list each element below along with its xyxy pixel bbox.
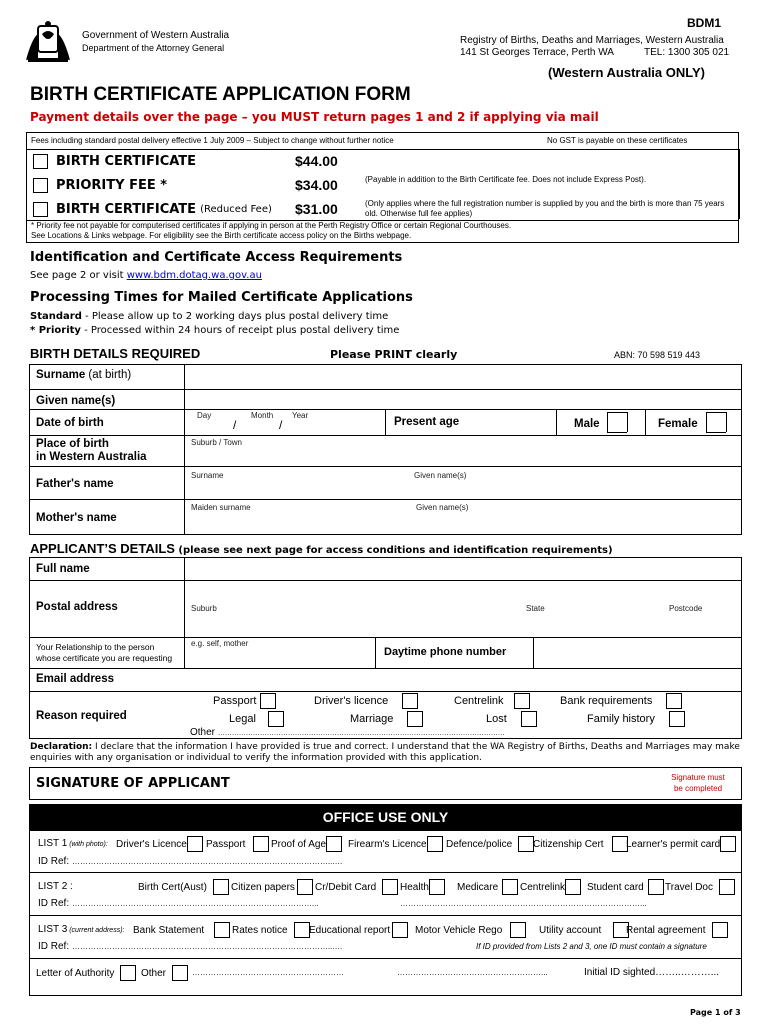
day-hint: Day	[197, 411, 212, 420]
postcode-hint: Postcode	[669, 604, 703, 613]
list1-label: LIST 1 (with photo):	[38, 838, 108, 849]
present-age-input[interactable]	[490, 410, 556, 435]
reason-bank[interactable]: Bank requirements	[560, 693, 682, 709]
ident-text: See page 2 or visit www.bdm.dotag.wa.gov.au	[30, 270, 262, 281]
mother-given-hint: Given name(s)	[416, 503, 469, 512]
list2-label: LIST 2 :	[38, 881, 73, 892]
ident-heading: Identification and Certificate Access Requirements	[30, 250, 403, 265]
page-number: Page 1 of 3	[690, 1008, 741, 1017]
id-checkbox[interactable]	[427, 836, 443, 852]
suburb-town-hint: Suburb / Town	[191, 438, 242, 447]
signature-label: SIGNATURE OF APPLICANT	[36, 776, 230, 791]
birth-table	[29, 364, 742, 535]
reason-marriage[interactable]: Marriage	[350, 711, 423, 727]
reason-drivers-licence[interactable]: Driver's licence	[314, 693, 418, 709]
id-checkbox[interactable]	[382, 879, 398, 895]
list1-citizenship-cert[interactable]: Citizenship Cert	[533, 836, 628, 852]
list2-centrelink[interactable]: Centrelink	[520, 879, 581, 895]
id-checkbox[interactable]	[187, 836, 203, 852]
authority-other[interactable]: Other	[141, 965, 188, 981]
fee-reduced[interactable]	[33, 202, 272, 217]
list1-learners-permit[interactable]: Learner's permit card	[626, 836, 736, 852]
fee-checkbox[interactable]	[33, 178, 48, 193]
crest-logo	[22, 20, 74, 68]
list2-id-ref[interactable]: ID Ref: ………………………………………………………………………………...	[38, 898, 319, 909]
authority-dots-1[interactable]: …………………………………………………	[192, 968, 344, 977]
declaration: Declaration: I declare that the information I have provided is true and correct. I understand that the WA Registry of Births, Deaths and Marriages may make enquiries with any organisation or individual to verify the information provided with this application.	[30, 742, 740, 763]
list1-proof-of-age[interactable]: Proof of Age	[271, 836, 342, 852]
other-checkbox[interactable]	[172, 965, 188, 981]
email-label: Email address	[36, 673, 114, 685]
reason-other[interactable]: Other ……………………………………………………………………………………………………………	[190, 727, 505, 738]
list3-rental-agreement[interactable]: Rental agreement	[626, 922, 728, 938]
month-hint: Month	[251, 411, 274, 420]
place-label: Place of birth in Western Australia	[36, 438, 147, 463]
list2-medicare[interactable]: Medicare	[457, 879, 518, 895]
reason-checkbox[interactable]	[669, 711, 685, 727]
dob-input[interactable]: Day Month Year / /	[197, 411, 309, 432]
list1-firearms-licence[interactable]: Firearm's Licence	[348, 836, 443, 852]
form-code: BDM1	[687, 16, 722, 30]
given-names-input[interactable]	[185, 390, 741, 409]
list2-credit-card[interactable]: Cr/Debit Card	[315, 879, 398, 895]
list3-utility-account[interactable]: Utility account	[539, 922, 629, 938]
id-signature-note: If ID provided from Lists 2 and 3, one ID must contain a signature	[476, 942, 707, 951]
id-checkbox[interactable]	[712, 922, 728, 938]
reason-lost[interactable]: Lost	[486, 711, 537, 727]
given-names-label: Given name(s)	[36, 395, 116, 407]
abn: ABN: 70 598 519 443	[614, 350, 701, 360]
list1-drivers-licence[interactable]: Driver's Licence	[116, 836, 203, 852]
reason-checkbox[interactable]	[514, 693, 530, 709]
id-checkbox[interactable]	[648, 879, 664, 895]
father-surname-hint: Surname	[191, 471, 224, 480]
reason-label: Reason required	[36, 710, 127, 722]
surname-input[interactable]	[185, 365, 741, 389]
list2-student-card[interactable]: Student card	[587, 879, 664, 895]
processing-standard: Standard - Please allow up to 2 working days plus postal delivery time	[30, 311, 389, 322]
reason-family-history[interactable]: Family history	[587, 711, 685, 727]
id-checkbox[interactable]	[510, 922, 526, 938]
list3-id-ref[interactable]: ID Ref: ……………………………………………………………………………………...…	[38, 941, 343, 952]
gov-line-1: Government of Western Australia	[82, 30, 230, 41]
list2-birth-cert[interactable]: Birth Cert(Aust)	[138, 879, 229, 895]
mother-input[interactable]	[185, 500, 741, 535]
id-checkbox[interactable]	[297, 879, 313, 895]
fees-footnote-1: * Priority fee not payable for computerised certificates if applying in person at the Perth Registry Office or certain Regional Courthouses.	[31, 221, 512, 230]
gov-line-2: Department of the Attorney General	[82, 43, 225, 53]
payment-note: Payment details over the page – you MUST return pages 1 and 2 if applying via mail	[30, 110, 599, 124]
male-option[interactable]: Male	[574, 418, 600, 430]
dob-label: Date of birth	[36, 417, 104, 429]
list3-label: LIST 3 (current address):	[38, 924, 125, 935]
fee-label: BIRTH CERTIFICATE	[56, 154, 197, 169]
list3-motor-vehicle-rego[interactable]: Motor Vehicle Rego	[415, 922, 526, 938]
year-hint: Year	[292, 411, 309, 420]
reason-legal[interactable]: Legal	[229, 711, 284, 727]
initial-id-sighted[interactable]: Initial ID sighted……..………...	[584, 967, 720, 978]
fees-footnote-2: See Locations & Links webpage. For eligibility see the Birth certificate access policy on the Births webpage.	[31, 231, 412, 240]
id-checkbox[interactable]	[429, 879, 445, 895]
reason-checkbox[interactable]	[402, 693, 418, 709]
fee-note: (Only applies where the full registration number is supplied by you and the birth is more than 75 years old. Otherwise full fee applies)	[365, 199, 725, 218]
office-use-box	[29, 804, 742, 996]
id-checkbox[interactable]	[719, 879, 735, 895]
reason-passport[interactable]: Passport	[213, 693, 276, 709]
fee-checkbox[interactable]	[33, 154, 48, 169]
fee-price: $34.00	[295, 177, 338, 193]
father-input[interactable]	[185, 467, 741, 499]
reason-checkbox[interactable]	[521, 711, 537, 727]
reason-centrelink[interactable]: Centrelink	[454, 693, 530, 709]
email-input[interactable]	[185, 669, 741, 691]
relationship-input[interactable]	[185, 638, 374, 668]
father-label: Father's name	[36, 478, 114, 490]
state-hint: State	[526, 604, 545, 613]
reason-checkbox[interactable]	[666, 693, 682, 709]
fee-price: $44.00	[295, 153, 338, 169]
birth-heading: BIRTH DETAILS REQUIRED	[30, 346, 201, 361]
fee-price: $31.00	[295, 201, 338, 217]
office-use-heading: OFFICE USE ONLY	[30, 805, 741, 830]
region-note: (Western Australia ONLY)	[548, 65, 706, 80]
postal-input[interactable]	[185, 581, 741, 637]
fees-header-left: Fees including standard postal delivery effective 1 July 2009 – Subject to change without further notice	[31, 136, 394, 145]
signature-box[interactable]	[29, 767, 742, 800]
letter-of-authority[interactable]: Letter of Authority	[36, 965, 136, 981]
id-checkbox[interactable]	[502, 879, 518, 895]
phone-label: Daytime phone number	[384, 646, 507, 658]
id-checkbox[interactable]	[294, 922, 310, 938]
relationship-label: Your Relationship to the person whose certificate you are requesting	[36, 642, 173, 663]
reason-checkbox[interactable]	[268, 711, 284, 727]
list3-educational-report[interactable]: Educational report	[309, 922, 408, 938]
id-checkbox[interactable]	[518, 836, 534, 852]
fee-label: PRIORITY FEE *	[56, 178, 168, 193]
full-name-input[interactable]	[185, 558, 741, 580]
registry-tel: TEL: 1300 305 021	[644, 47, 730, 58]
reason-checkbox[interactable]	[407, 711, 423, 727]
id-checkbox[interactable]	[326, 836, 342, 852]
surname-label: Surname (at birth)	[36, 369, 132, 381]
authority-checkbox[interactable]	[120, 965, 136, 981]
processing-priority: * Priority - Processed within 24 hours of receipt plus postal delivery time	[30, 325, 400, 336]
authority-dots-2[interactable]: ………………………………………………...	[397, 968, 548, 977]
id-checkbox[interactable]	[253, 836, 269, 852]
registry-address: 141 St Georges Terrace, Perth WA	[460, 47, 614, 58]
id-checkbox[interactable]	[565, 879, 581, 895]
relationship-hint: e.g. self, mother	[191, 639, 249, 648]
list1-id-ref[interactable]: ID Ref: ……………………………………………………………………………………...…	[38, 856, 343, 867]
id-checkbox[interactable]	[392, 922, 408, 938]
list2-citizen-papers[interactable]: Citizen papers	[231, 879, 313, 895]
processing-heading: Processing Times for Mailed Certificate Applications	[30, 290, 413, 305]
list2-id-ref-2[interactable]: ………………………………………………………………………………...	[400, 899, 647, 908]
list3-rates-notice[interactable]: Rates notice	[232, 922, 310, 938]
female-option[interactable]: Female	[658, 418, 698, 430]
bdm-link[interactable]: www.bdm.dotag.wa.gov.au	[126, 270, 262, 281]
page-title: BIRTH CERTIFICATE APPLICATION FORM	[30, 84, 411, 105]
fee-checkbox[interactable]	[33, 202, 48, 217]
mother-label: Mother's name	[36, 512, 117, 524]
list1-defence-police[interactable]: Defence/police	[446, 836, 534, 852]
place-input[interactable]	[185, 436, 741, 466]
applicant-heading: APPLICANT’S DETAILS (please see next page for access conditions and identification requirements)	[30, 541, 613, 556]
mother-surname-hint: Maiden surname	[191, 503, 251, 512]
father-given-hint: Given name(s)	[414, 471, 467, 480]
id-checkbox[interactable]	[720, 836, 736, 852]
fee-birth-certificate[interactable]	[33, 154, 196, 169]
fee-label: BIRTH CERTIFICATE	[56, 202, 197, 217]
list3-bank-statement[interactable]: Bank Statement	[133, 922, 230, 938]
postal-label: Postal address	[36, 601, 118, 613]
id-checkbox[interactable]	[213, 879, 229, 895]
full-name-label: Full name	[36, 563, 90, 575]
fees-header-right: No GST is payable on these certificates	[547, 136, 688, 145]
phone-input[interactable]	[534, 638, 741, 668]
suburb-hint: Suburb	[191, 604, 217, 613]
print-note: Please PRINT clearly	[330, 348, 458, 361]
fee-suffix: (Reduced Fee)	[200, 204, 272, 215]
list1-passport[interactable]: Passport	[206, 836, 269, 852]
list2-travel-doc[interactable]: Travel Doc	[665, 879, 735, 895]
fee-priority[interactable]	[33, 178, 167, 193]
id-checkbox[interactable]	[214, 922, 230, 938]
fees-box	[26, 132, 739, 243]
present-age-label: Present age	[394, 416, 460, 428]
reason-checkbox[interactable]	[260, 693, 276, 709]
fee-note: (Payable in addition to the Birth Certificate fee. Does not include Express Post).	[365, 175, 647, 184]
signature-required-note: Signature must be completed	[671, 773, 725, 793]
list2-health[interactable]: Health	[400, 879, 445, 895]
applicant-table	[29, 557, 742, 739]
registry-line-1: Registry of Births, Deaths and Marriages, Western Australia	[460, 35, 724, 46]
